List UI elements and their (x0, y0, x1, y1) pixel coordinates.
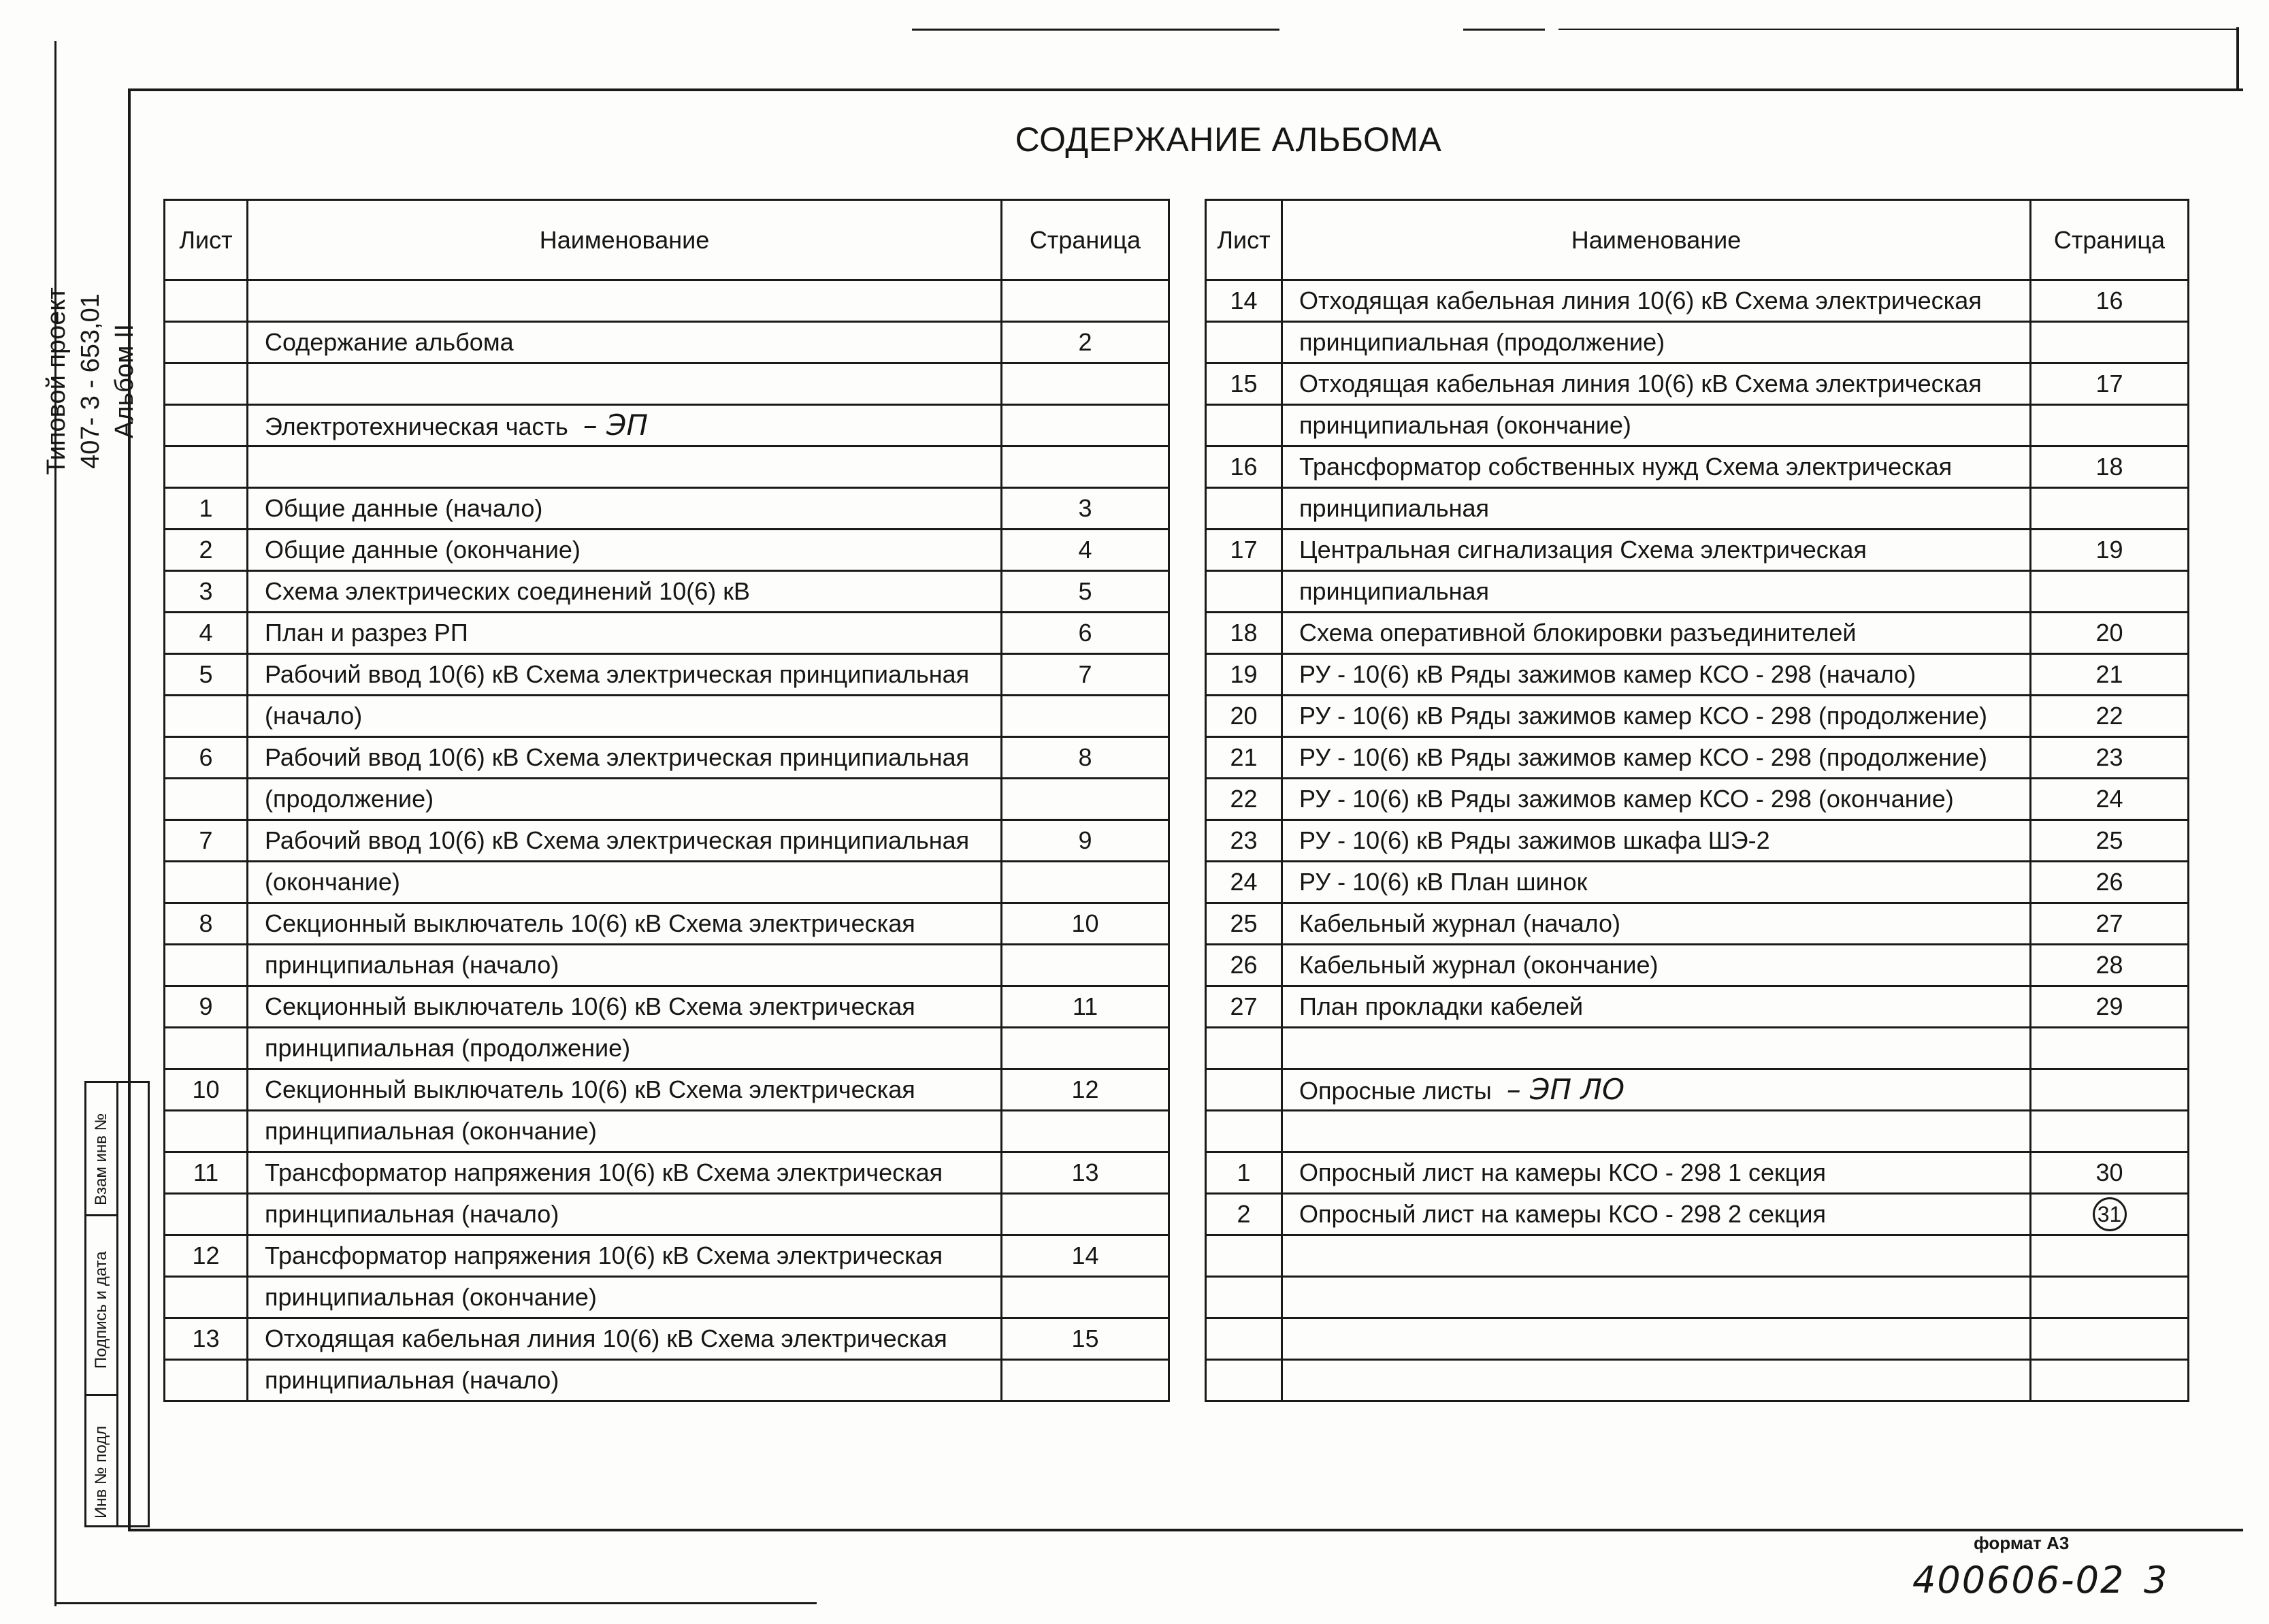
row-page-number: 27 (2031, 903, 2189, 945)
row-title-cell (248, 862, 1002, 903)
table-row (165, 488, 1169, 530)
row-title: принципиальная (продолжение) (1299, 328, 1665, 357)
row-sheet-number (165, 1277, 248, 1318)
row-sheet-number: 17 (1206, 530, 1282, 571)
row-title-cell (1282, 737, 2031, 779)
table-row (165, 1111, 1169, 1152)
row-page-number (2031, 1069, 2189, 1111)
row-page-number: 5 (1002, 571, 1169, 613)
row-title-cell (1282, 1360, 2031, 1401)
table-row (1206, 363, 2189, 405)
row-title: (начало) (265, 702, 363, 730)
table-row (1206, 446, 2189, 488)
row-title: принципиальная (начало) (265, 1200, 559, 1229)
row-title: Рабочий ввод 10(6) кВ Схема электрическая принципиальная (265, 660, 970, 689)
table-header (165, 200, 1169, 280)
row-title-cell (1282, 862, 2031, 903)
table-row (1206, 1152, 2189, 1194)
row-title-cell (1282, 1318, 2031, 1360)
table-row (165, 530, 1169, 571)
stamp-label-signature: Подпись и дата (92, 1251, 110, 1369)
row-sheet-number: 11 (165, 1152, 248, 1194)
row-page-number (2031, 1360, 2189, 1401)
row-sheet-number: 15 (1206, 363, 1282, 405)
row-title-cell (248, 530, 1002, 571)
project-title-line1: Типовой проект (42, 287, 71, 475)
contents-table-right (1205, 199, 2189, 1402)
row-sheet-number (165, 322, 248, 363)
header-page: Страница (1002, 200, 1169, 280)
row-page-number (1002, 280, 1169, 322)
table-row (165, 322, 1169, 363)
row-page-number: 21 (2031, 654, 2189, 696)
row-sheet-number: 3 (165, 571, 248, 613)
row-title: принципиальная (окончание) (265, 1117, 597, 1146)
row-page-number: 8 (1002, 737, 1169, 779)
row-title: Рабочий ввод 10(6) кВ Схема электрическая принципиальная (265, 826, 970, 855)
table-row (1206, 779, 2189, 820)
row-title: План прокладки кабелей (1299, 992, 1584, 1021)
row-title-cell (248, 322, 1002, 363)
row-sheet-number: 25 (1206, 903, 1282, 945)
row-sheet-number: 5 (165, 654, 248, 696)
row-title-cell (1282, 1277, 2031, 1318)
row-title: принципиальная (начало) (265, 1366, 559, 1395)
row-page-number (1002, 696, 1169, 737)
table-header (1206, 200, 2189, 280)
row-sheet-number: 8 (165, 903, 248, 945)
row-title: РУ - 10(6) кВ Ряды зажимов камер КСО - 298 (продолжение) (1299, 702, 1987, 730)
table-row (165, 1235, 1169, 1277)
row-title-cell (1282, 696, 2031, 737)
row-page-number: 7 (1002, 654, 1169, 696)
row-page-number: 14 (1002, 1235, 1169, 1277)
row-title-cell (248, 613, 1002, 654)
table-row (165, 1028, 1169, 1069)
row-title-cell (1282, 945, 2031, 986)
row-title-cell (248, 405, 1002, 446)
row-page-number (1002, 1277, 1169, 1318)
row-page-number: 3 (1002, 488, 1169, 530)
table-row (1206, 820, 2189, 862)
row-sheet-number (165, 696, 248, 737)
row-sheet-number: 13 (165, 1318, 248, 1360)
table-row (165, 654, 1169, 696)
row-sheet-number (1206, 488, 1282, 530)
table-row (1206, 613, 2189, 654)
table-row (165, 613, 1169, 654)
table-row (165, 1194, 1169, 1235)
row-title-cell (248, 1069, 1002, 1111)
table-row (165, 737, 1169, 779)
row-title-cell (248, 1360, 1002, 1401)
row-sheet-number (165, 1111, 248, 1152)
row-page-number: 9 (1002, 820, 1169, 862)
row-sheet-number: 21 (1206, 737, 1282, 779)
row-title: (продолжение) (265, 785, 434, 813)
row-page-number (2031, 1235, 2189, 1277)
table-row (1206, 322, 2189, 363)
row-title: Секционный выключатель 10(6) кВ Схема электрическая (265, 909, 915, 938)
table-row (1206, 1235, 2189, 1277)
top-dash-2 (1463, 29, 1545, 31)
header-name: Наименование (1282, 200, 2031, 280)
row-title: Рабочий ввод 10(6) кВ Схема электрическая принципиальная (265, 743, 970, 772)
row-title-cell (248, 945, 1002, 986)
row-title: принципиальная (1299, 577, 1490, 606)
row-sheet-number: 1 (1206, 1152, 1282, 1194)
row-sheet-number: 26 (1206, 945, 1282, 986)
table-row (1206, 1360, 2189, 1401)
row-title: Опросный лист на камеры КСО - 298 2 секция (1299, 1200, 1826, 1229)
section-code: – ЭП (583, 408, 649, 442)
row-sheet-number (165, 363, 248, 405)
row-page-cell (2031, 1194, 2189, 1235)
table-row (165, 820, 1169, 862)
row-sheet-number (1206, 1028, 1282, 1069)
row-page-number: 22 (2031, 696, 2189, 737)
right-edge-line (2236, 27, 2239, 91)
row-title-cell (248, 1235, 1002, 1277)
row-title-cell (248, 820, 1002, 862)
row-title: План и разрез РП (265, 619, 468, 647)
row-page-number: 16 (2031, 280, 2189, 322)
row-page-number: 30 (2031, 1152, 2189, 1194)
row-title: принципиальная (окончание) (265, 1283, 597, 1312)
row-title-cell (248, 779, 1002, 820)
row-title-cell (248, 280, 1002, 322)
row-title-cell (1282, 446, 2031, 488)
row-page-number: 15 (1002, 1318, 1169, 1360)
row-title-cell (1282, 1194, 2031, 1235)
row-page-number (2031, 1318, 2189, 1360)
bottom-margin-line (54, 1602, 817, 1604)
row-page-number (2031, 1028, 2189, 1069)
table-row (1206, 986, 2189, 1028)
row-page-number (1002, 1360, 1169, 1401)
row-sheet-number (165, 862, 248, 903)
project-title-line2: 407- 3 - 653,01 (76, 293, 105, 469)
row-title-cell (1282, 1028, 2031, 1069)
row-page-number (2031, 322, 2189, 363)
row-title-cell (248, 488, 1002, 530)
row-page-number: 24 (2031, 779, 2189, 820)
row-page-number (1002, 1111, 1169, 1152)
page-title: СОДЕРЖАНИЕ АЛЬБОМА (1015, 120, 1442, 159)
page-number: 3 (2144, 1559, 2168, 1602)
row-sheet-number: 6 (165, 737, 248, 779)
row-title-cell (1282, 1111, 2031, 1152)
row-sheet-number: 18 (1206, 613, 1282, 654)
approval-stamp (84, 1081, 150, 1527)
table-row (165, 280, 1169, 322)
stamp-label-inventory: Инв № подл (92, 1425, 110, 1519)
row-title-cell (1282, 820, 2031, 862)
row-title-cell (248, 986, 1002, 1028)
table-row (1206, 530, 2189, 571)
row-sheet-number (1206, 322, 1282, 363)
row-title: Трансформатор напряжения 10(6) кВ Схема электрическая (265, 1158, 943, 1187)
table-row (165, 1277, 1169, 1318)
row-sheet-number (165, 945, 248, 986)
row-sheet-number (1206, 405, 1282, 446)
row-title-cell (248, 903, 1002, 945)
stamp-divider (116, 1083, 118, 1525)
row-sheet-number: 7 (165, 820, 248, 862)
row-sheet-number: 9 (165, 986, 248, 1028)
table-row (165, 779, 1169, 820)
row-sheet-number: 19 (1206, 654, 1282, 696)
row-page-number (1002, 1194, 1169, 1235)
table-row (1206, 862, 2189, 903)
row-page-number (1002, 446, 1169, 488)
top-dash-1 (912, 29, 1279, 31)
table-row (1206, 1111, 2189, 1152)
table-row (165, 446, 1169, 488)
table-row (165, 405, 1169, 446)
row-title: Трансформатор собственных нужд Схема электрическая (1299, 453, 1953, 481)
row-title-cell (1282, 280, 2031, 322)
row-title: принципиальная (1299, 494, 1490, 523)
project-title-line3: Альбом II (110, 324, 139, 439)
table-row (1206, 405, 2189, 446)
row-title-cell (248, 1152, 1002, 1194)
row-title: Общие данные (начало) (265, 494, 543, 523)
table-row (1206, 488, 2189, 530)
row-title: РУ - 10(6) кВ Ряды зажимов шкафа ШЭ-2 (1299, 826, 1770, 855)
row-title: Опросные листы (1299, 1076, 1492, 1105)
table-row (1206, 945, 2189, 986)
row-title-cell (1282, 986, 2031, 1028)
row-title: Трансформатор напряжения 10(6) кВ Схема электрическая (265, 1241, 943, 1270)
row-title-cell (1282, 488, 2031, 530)
row-title-cell (1282, 1235, 2031, 1277)
table-row (165, 571, 1169, 613)
row-sheet-number (165, 1360, 248, 1401)
table-row (165, 945, 1169, 986)
table-row (1206, 654, 2189, 696)
row-title: РУ - 10(6) кВ План шинок (1299, 868, 1588, 896)
row-sheet-number: 12 (165, 1235, 248, 1277)
row-title: Кабельный журнал (начало) (1299, 909, 1620, 938)
table-row (165, 1069, 1169, 1111)
row-sheet-number (165, 779, 248, 820)
table-row (165, 903, 1169, 945)
row-title: РУ - 10(6) кВ Ряды зажимов камер КСО - 298 (окончание) (1299, 785, 1954, 813)
row-page-number: 2 (1002, 322, 1169, 363)
row-page-number (2031, 1277, 2189, 1318)
row-page-number: 25 (2031, 820, 2189, 862)
row-title-cell (248, 1194, 1002, 1235)
row-sheet-number (1206, 571, 1282, 613)
header-page: Страница (2031, 200, 2189, 280)
row-title-cell (248, 446, 1002, 488)
row-title-cell (248, 1028, 1002, 1069)
row-title-cell (248, 1318, 1002, 1360)
table-row (165, 696, 1169, 737)
row-page-number: 28 (2031, 945, 2189, 986)
row-page-number: 10 (1002, 903, 1169, 945)
row-title: Кабельный журнал (окончание) (1299, 951, 1659, 979)
table-row (1206, 1277, 2189, 1318)
row-title-cell (1282, 530, 2031, 571)
row-title-cell (1282, 322, 2031, 363)
row-sheet-number: 1 (165, 488, 248, 530)
row-title-cell (1282, 1069, 2031, 1111)
row-page-number: 31 (2093, 1197, 2127, 1231)
row-sheet-number: 24 (1206, 862, 1282, 903)
row-title: Отходящая кабельная линия 10(6) кВ Схема электрическая (1299, 287, 1982, 315)
row-title: принципиальная (окончание) (1299, 411, 1631, 440)
row-page-number: 26 (2031, 862, 2189, 903)
document-number: 400606-02 (1912, 1559, 2125, 1602)
top-dash-3 (1558, 29, 2239, 30)
row-page-number: 6 (1002, 613, 1169, 654)
row-title-cell (1282, 903, 2031, 945)
table-row (1206, 903, 2189, 945)
row-sheet-number (1206, 1235, 1282, 1277)
row-sheet-number (1206, 1318, 1282, 1360)
table-row (1206, 1194, 2189, 1235)
row-sheet-number: 23 (1206, 820, 1282, 862)
row-title: Схема оперативной блокировки разъединителей (1299, 619, 1857, 647)
row-sheet-number: 14 (1206, 280, 1282, 322)
table-row (165, 1318, 1169, 1360)
table-row (1206, 696, 2189, 737)
row-page-number: 17 (2031, 363, 2189, 405)
row-title-cell (1282, 405, 2031, 446)
row-page-number: 13 (1002, 1152, 1169, 1194)
row-title: РУ - 10(6) кВ Ряды зажимов камер КСО - 298 (продолжение) (1299, 743, 1987, 772)
table-row (165, 986, 1169, 1028)
row-title-cell (248, 1277, 1002, 1318)
row-page-number: 12 (1002, 1069, 1169, 1111)
row-page-number (2031, 488, 2189, 530)
row-title-cell (248, 737, 1002, 779)
row-sheet-number: 10 (165, 1069, 248, 1111)
row-title: РУ - 10(6) кВ Ряды зажимов камер КСО - 298 (начало) (1299, 660, 1916, 689)
row-sheet-number (1206, 1069, 1282, 1111)
row-page-number: 18 (2031, 446, 2189, 488)
row-sheet-number (165, 446, 248, 488)
row-title-cell (248, 363, 1002, 405)
row-sheet-number (165, 280, 248, 322)
row-sheet-number (1206, 1360, 1282, 1401)
row-sheet-number: 2 (1206, 1194, 1282, 1235)
row-page-number (2031, 1111, 2189, 1152)
row-page-number: 29 (2031, 986, 2189, 1028)
header-sheet: Лист (1206, 200, 1282, 280)
row-title: Отходящая кабельная линия 10(6) кВ Схема электрическая (265, 1325, 947, 1353)
row-page-number (2031, 405, 2189, 446)
project-title-vertical (39, 204, 155, 558)
row-page-number: 20 (2031, 613, 2189, 654)
row-title: принципиальная (продолжение) (265, 1034, 631, 1062)
row-sheet-number (165, 1028, 248, 1069)
row-title: Отходящая кабельная линия 10(6) кВ Схема электрическая (1299, 370, 1982, 398)
row-sheet-number (165, 1194, 248, 1235)
row-sheet-number: 16 (1206, 446, 1282, 488)
row-page-number (2031, 571, 2189, 613)
table-row (165, 363, 1169, 405)
row-title-cell (1282, 571, 2031, 613)
section-code: – ЭП ЛО (1506, 1072, 1625, 1106)
table-row (1206, 1028, 2189, 1069)
row-page-number: 4 (1002, 530, 1169, 571)
row-title: Общие данные (окончание) (265, 536, 581, 564)
row-title: Опросный лист на камеры КСО - 298 1 секция (1299, 1158, 1826, 1187)
row-page-number: 19 (2031, 530, 2189, 571)
row-page-number (1002, 1028, 1169, 1069)
row-sheet-number: 2 (165, 530, 248, 571)
row-title: Секционный выключатель 10(6) кВ Схема электрическая (265, 992, 915, 1021)
row-page-number: 11 (1002, 986, 1169, 1028)
format-label: формат А3 (1974, 1533, 2070, 1553)
row-sheet-number (1206, 1277, 1282, 1318)
row-title-cell (1282, 613, 2031, 654)
row-title-cell (1282, 363, 2031, 405)
row-page-number (1002, 779, 1169, 820)
table-row (1206, 1069, 2189, 1111)
table-row (165, 1360, 1169, 1401)
row-title-cell (248, 654, 1002, 696)
row-sheet-number: 27 (1206, 986, 1282, 1028)
row-sheet-number: 22 (1206, 779, 1282, 820)
stamp-label-replace: Взам инв № (92, 1113, 110, 1205)
header-name: Наименование (248, 200, 1002, 280)
row-title-cell (1282, 779, 2031, 820)
row-title-cell (1282, 654, 2031, 696)
row-page-number (1002, 405, 1169, 446)
row-title: принципиальная (начало) (265, 951, 559, 979)
header-sheet: Лист (165, 200, 248, 280)
row-sheet-number (1206, 1111, 1282, 1152)
row-title-cell (248, 696, 1002, 737)
row-page-number (1002, 363, 1169, 405)
row-title: Содержание альбома (265, 328, 514, 357)
table-row (1206, 1318, 2189, 1360)
table-row (1206, 737, 2189, 779)
table-row (1206, 280, 2189, 322)
row-title-cell (248, 1111, 1002, 1152)
row-title-cell (1282, 1152, 2031, 1194)
row-title-cell (248, 571, 1002, 613)
row-title: Центральная сигнализация Схема электрическая (1299, 536, 1867, 564)
row-title: Электротехническая часть (265, 412, 568, 440)
contents-table-left (163, 199, 1170, 1402)
row-sheet-number: 20 (1206, 696, 1282, 737)
row-sheet-number (165, 405, 248, 446)
row-sheet-number: 4 (165, 613, 248, 654)
table-row (165, 862, 1169, 903)
row-title: (окончание) (265, 868, 400, 896)
row-title: Схема электрических соединений 10(6) кВ (265, 577, 750, 606)
row-page-number: 23 (2031, 737, 2189, 779)
table-row (165, 1152, 1169, 1194)
row-title: Секционный выключатель 10(6) кВ Схема электрическая (265, 1075, 915, 1104)
row-page-number (1002, 945, 1169, 986)
row-page-number (1002, 862, 1169, 903)
table-row (1206, 571, 2189, 613)
